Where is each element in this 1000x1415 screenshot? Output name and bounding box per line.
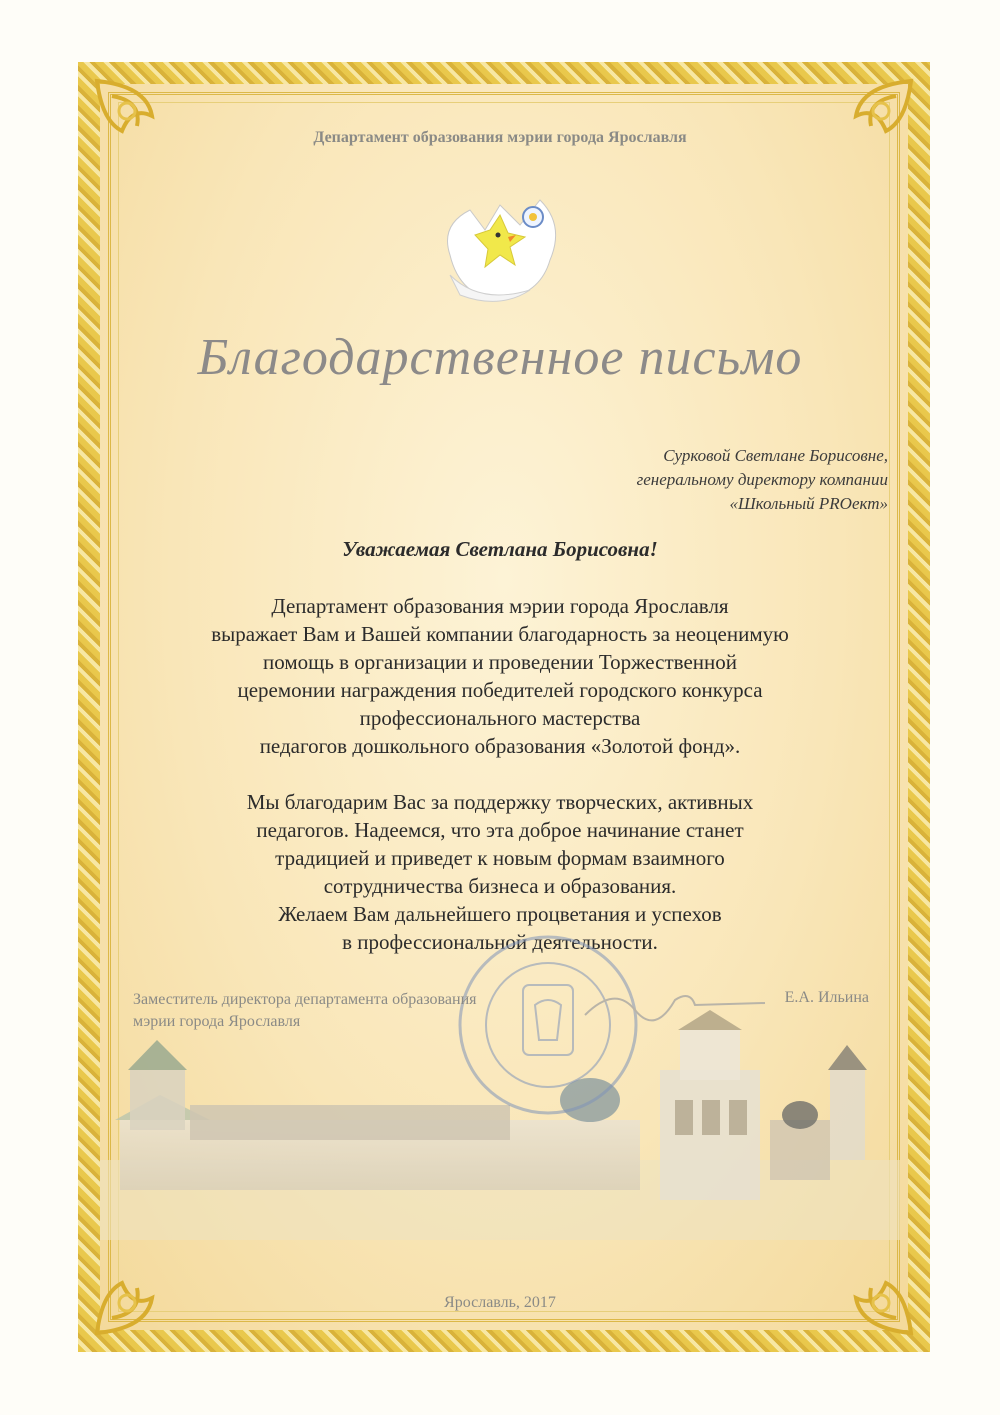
body-line: традицией и приведет к новым формам взаимного: [275, 846, 725, 870]
recipient-line: генеральному директору компании: [636, 470, 888, 489]
body-line: выражает Вам и Вашей компании благодарность за неоценимую: [211, 622, 789, 646]
corner-ornament-icon: [92, 1228, 202, 1338]
body-line: помощь в организации и проведении Торжественной: [263, 650, 737, 674]
greeting: Уважаемая Светлана Борисовна!: [342, 537, 658, 561]
recipient-block: [468, 444, 888, 516]
recipient-line: Сурковой Светлане Борисовне,: [663, 446, 888, 465]
body-line: в профессиональной деятельности.: [342, 930, 658, 954]
signatory-position-line: мэрии города Ярославля: [133, 1013, 301, 1030]
signatory-position: [133, 989, 476, 1033]
document-title: Благодарственное письмо: [197, 329, 803, 386]
body-line: педагогов дошкольного образования «Золотой фонд».: [259, 734, 741, 758]
body-paragraph-1: [120, 592, 880, 760]
body-line: профессионального мастерства: [359, 706, 641, 730]
department-header: Департамент образования мэрии города Ярославля: [313, 129, 687, 146]
signatory-name: Е.А. Ильина: [784, 989, 869, 1006]
body-line: сотрудничества бизнеса и образования.: [323, 874, 677, 898]
body-line: церемонии награждения победителей городского конкурса: [237, 678, 763, 702]
handwritten-signature: [575, 975, 775, 1035]
recipient-line: «Школьный PROект»: [729, 494, 888, 513]
place-and-year: Ярославль, 2017: [444, 1294, 556, 1311]
signatory-position-line: Заместитель директора департамента образования: [133, 991, 477, 1008]
body-line: Департамент образования мэрии города Ярославля: [271, 594, 729, 618]
body-line: Мы благодарим Вас за поддержку творческих, активных: [246, 790, 754, 814]
body-line: педагогов. Надеемся, что эта доброе начинание станет: [256, 818, 744, 842]
body-line: Желаем Вам дальнейшего процветания и успехов: [278, 902, 722, 926]
chick-egg-logo-icon: [430, 185, 570, 315]
corner-ornament-icon: [806, 1228, 916, 1338]
